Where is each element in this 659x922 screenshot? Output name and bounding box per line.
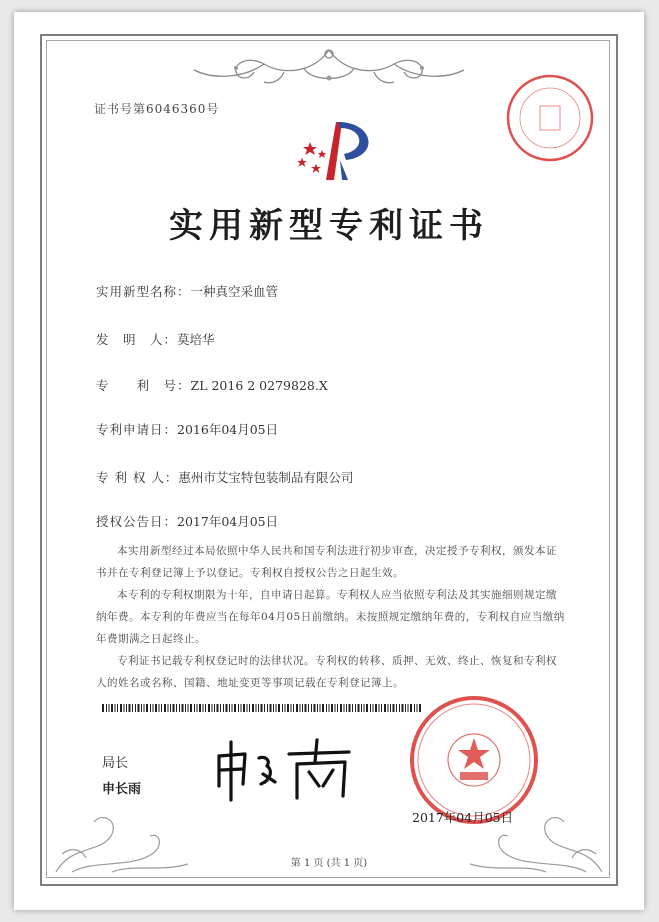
page-number: 第 1 页 (共 1 页) [290, 858, 368, 869]
certificate-body [96, 540, 566, 694]
field-label: 专 利 号： [96, 378, 191, 393]
field-value: ZL 2016 2 0279828.X [190, 378, 328, 393]
field-value: 2017年04月05日 [177, 514, 279, 529]
field-value: 2016年04月05日 [177, 422, 279, 437]
body-paragraph-1: 本实用新型经过本局依照中华人民共和国专利法进行初步审查，决定授予专利权，颁发本证书并在专利登记簿上予以登记。专利权自授权公告之日起生效。 [96, 545, 557, 579]
director-signature-icon [209, 734, 359, 804]
field-label: 授权公告日： [96, 514, 178, 529]
director-title: 局长 [102, 756, 129, 771]
certificate-title: 实用新型专利证书 [169, 206, 489, 246]
field-value: 一种真空采血管 [190, 284, 279, 299]
certificate-number: 证书号第6046360号 [94, 102, 220, 116]
field-value: 惠州市艾宝特包装制品有限公司 [178, 470, 354, 485]
top-ornament-icon [184, 42, 474, 90]
field-inventor [96, 330, 215, 348]
field-label: 专利申请日： [96, 422, 178, 437]
director-name: 申长雨 [102, 782, 142, 797]
agency-seal-icon [504, 72, 596, 164]
patent-office-logo-icon [296, 116, 384, 186]
field-label: 发 明 人： [96, 332, 178, 347]
field-label: 实用新型名称： [96, 284, 191, 299]
field-label: 专 利 权 人： [96, 470, 179, 485]
office-seal-icon [408, 694, 540, 826]
seal-date: 2017年04月05日 [412, 810, 514, 825]
certificate-frame [14, 12, 644, 910]
barcode-icon [102, 704, 422, 712]
field-grant-date [96, 512, 278, 530]
field-patent-number [96, 376, 328, 394]
field-application-date [96, 420, 278, 438]
body-paragraph-2: 本专利的专利权期限为十年，自申请日起算。专利权人应当依照专利法及其实施细则规定缴纳年费。本专利的年费应当在每年04月05日前缴纳。未按照规定缴纳年费的，专利权自应当缴纳年费期满之日起终止。 [96, 589, 565, 645]
field-utility-model-name [96, 282, 278, 300]
field-patentee [96, 468, 353, 486]
body-paragraph-3: 专利证书记载专利权登记时的法律状况。专利权的转移、质押、无效、终止、恢复和专利权人的姓名或名称、国籍、地址变更等事项记载在专利登记簿上。 [96, 655, 557, 689]
field-value: 莫培华 [177, 332, 215, 347]
